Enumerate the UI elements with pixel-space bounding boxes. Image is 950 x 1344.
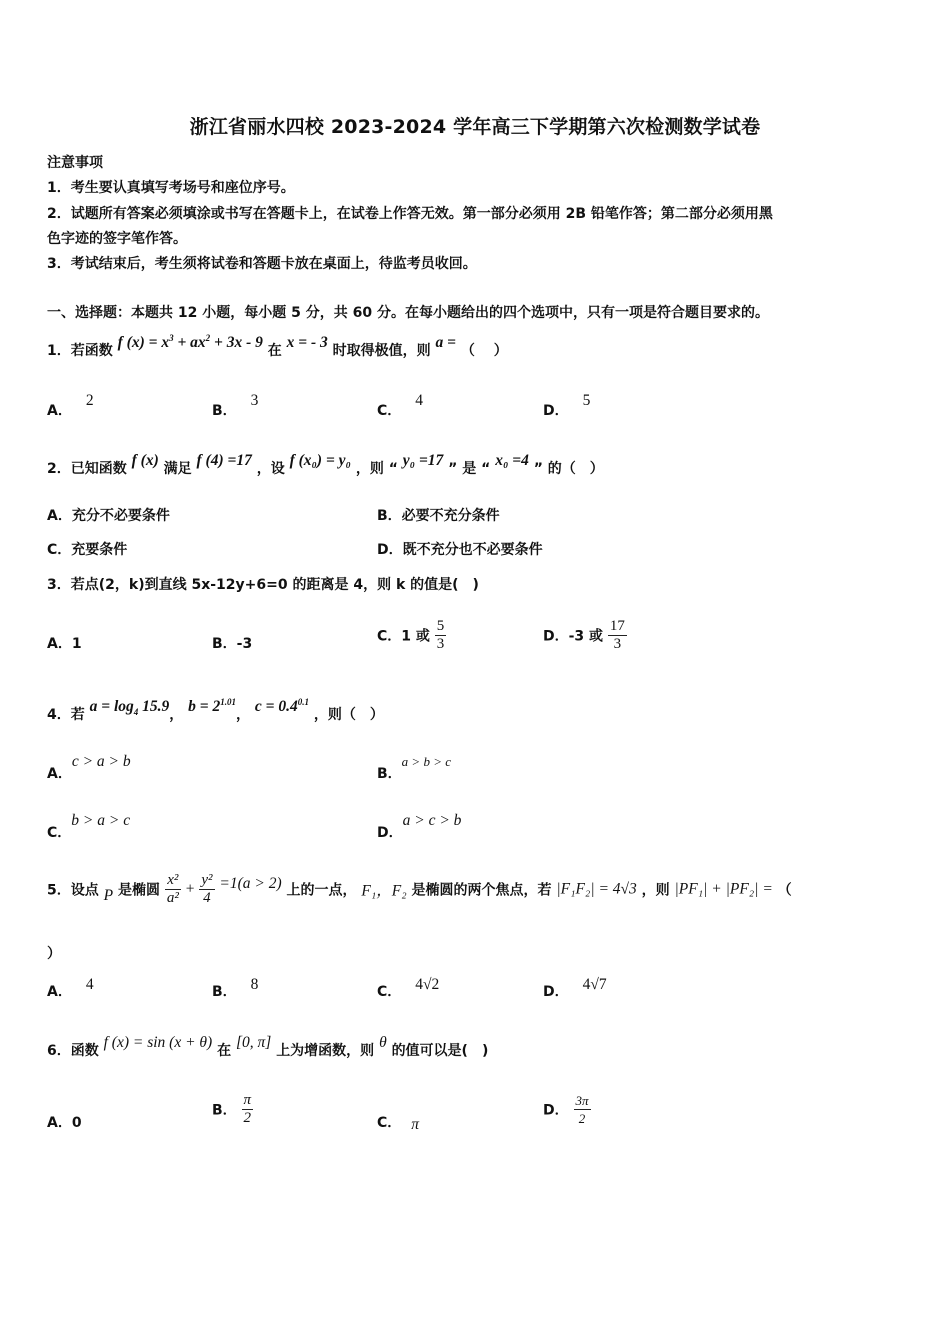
q3-option-b: B．-3 [212,636,253,652]
q1-condition: x = - 3 [286,334,328,351]
notice-item-2-cont: 色字迹的签字笔作答。 [47,231,187,247]
q5-option-b: B． 8 [212,976,259,1000]
section-heading: 一、选择题：本题共 12 小题，每小题 5 分，共 60 分。在每小题给出的四个选项中，只有一项是符合题目要求的。 [47,305,769,321]
q1-function: f $(x) = x^3 + ax^2 + 3x - 9$ [117,332,263,351]
q4-option-c: C．b > a > c [47,812,131,841]
q5-option-c: C． 4√2 [377,976,440,1000]
q2-stem: 2．已知函数 f (x) 满足 f (4) =17 ，设 f (x₀) = y₀ ，则 “ y₀ =17 ” 是 “ x₀ =4 ” 的（ ） [47,452,604,477]
q2-f: f (x) [131,452,159,469]
q2-f4: f (4) =17 [196,452,252,469]
q4-option-b: B．a > b > c [377,754,451,782]
q2-option-a: A．充分不必要条件 [47,508,170,524]
q4-c: $c = 0.4^{0.1}$ [254,696,309,715]
q3-option-a: A．1 [47,636,82,652]
notice-item-2: 2．试题所有答案必须填涂或书写在答题卡上，在试卷上作答无效。第一部分必须用 2B 铅笔作答；第二部分必须用黑 [47,206,773,222]
q1-option-c: C．4 [377,392,424,419]
q1-option-a: A．2 [47,392,94,419]
q4-option-d: D．a > c > b [377,812,462,841]
q3-option-c: C．1 或 $\frac{5}{3}$ [377,618,445,652]
q6-option-b: B． $\frac{\pi}{2}$ [212,1092,252,1126]
q6-option-c: C． π [377,1115,420,1133]
q1-var: a = [435,334,457,351]
notice-item-3: 3．考试结束后，考生须将试卷和答题卡放在桌面上，待监考员收回。 [47,256,477,272]
q5-foci: F₁，F₂ [361,882,407,900]
notice-item-1: 1．考生要认真填写考场号和座位序号。 [47,180,295,196]
q2-option-b: B．必要不充分条件 [377,508,500,524]
q5-stem: 5．设点 P 是椭圆 $\frac{\text{x²}}{\text{a²}}$ + $\frac{\text{y²}}{4}$ =1(a > 2) 上的一点， F₁，F₂ 是椭圆的两个焦点，若 |F₁F₂| = 4√3 ，则 |PF₁| + |PF₂| = （ [47,872,792,906]
q5-distance: |F₁F₂| = 4√3 [556,880,637,898]
q6-function: f (x) = sin (x + θ) [103,1034,213,1051]
q4-stem: 4．若 $a = \log_4 15.9$， $b = 2^{1.01}$， $c = 0.4^{0.1}$ ，则（ ） [47,696,384,723]
q1-option-d: D．5 [543,392,591,419]
q2-y0: y₀ =17 [402,452,444,469]
notice-heading: 注意事项 [47,155,103,171]
q3-option-d: D．-3 或 $\frac{17}{3}$ [543,618,625,652]
q5-ellipse-x-frac: $\frac{\text{x²}}{\text{a²}}$ [166,872,179,906]
q2-fx0: f (x₀) = y₀ [289,452,351,469]
q4-a: $a = \log_4 15.9$ [89,698,170,718]
q5-stem-close: ） [47,946,61,962]
q5-sum: |PF₁| + |PF₂| = [674,880,773,898]
q2-option-c: C．充要条件 [47,542,128,558]
page-title: 浙江省丽水四校 2023-2024 学年高三下学期第六次检测数学试卷 [189,116,761,138]
q6-theta: θ [379,1034,387,1051]
q6-option-d: D． $\frac{3\pi}{2}$ [543,1093,589,1126]
q2-x0: x₀ =4 [495,452,529,469]
q1-stem: 1．若函数 f $(x) = x^3 + ax^2 + 3x - 9$ 在 x = - 3 时取得极值，则 a = （ ） [47,332,508,359]
q4-b: $b = 2^{1.01}$ [188,696,236,715]
q2-option-d: D．既不充分也不必要条件 [377,542,543,558]
q5-option-d: D． 4√7 [543,976,607,1000]
q5-ellipse-y-frac: $\frac{\text{y²}}{4}$ [201,872,213,906]
q6-option-a: A．0 [47,1115,82,1131]
q4-option-a: A．c > a > b [47,753,131,782]
q3-stem: 3．若点(2，k)到直线 5x-12y+6=0 的距离是 4，则 k 的值是( ) [47,577,479,593]
q6-interval: [0, π] [235,1034,272,1051]
q5-option-a: A． 4 [47,976,94,1000]
q1-option-b: B．3 [212,392,259,419]
q6-stem: 6．函数 f (x) = sin (x + θ) 在 [0, π] 上为增函数，则 θ 的值可以是( ) [47,1034,489,1059]
